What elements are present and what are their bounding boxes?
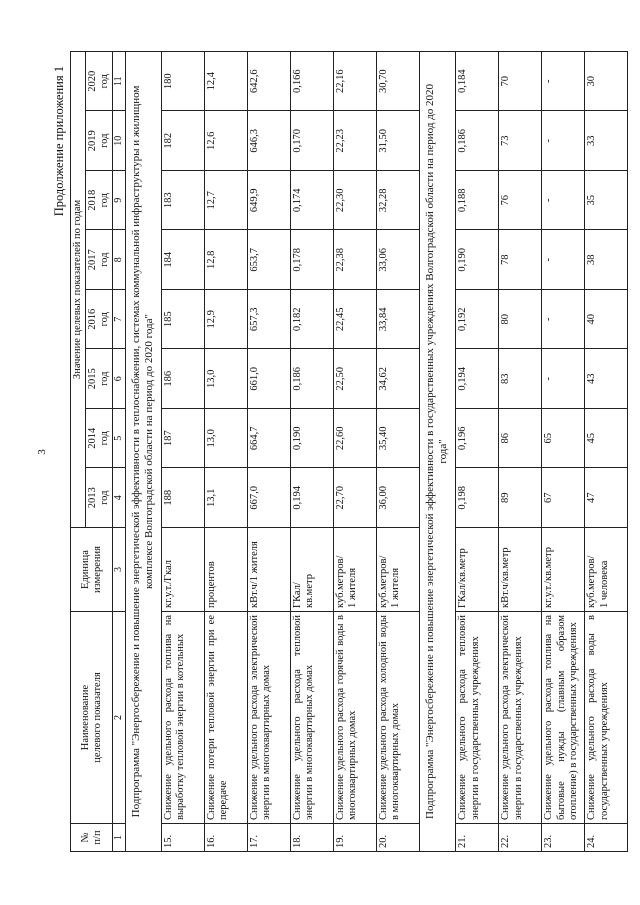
column-index: 3 xyxy=(113,528,126,612)
value-cell: 22,50 xyxy=(334,349,377,409)
value-cell: 0,198 xyxy=(456,468,499,528)
header-year: 2016 год xyxy=(86,290,113,350)
value-cell: 40 xyxy=(585,290,628,350)
header-year: 2019 год xyxy=(86,111,113,171)
column-index: 5 xyxy=(113,409,126,469)
value-cell: 646,3 xyxy=(248,111,291,171)
value-cell: - xyxy=(542,290,585,350)
value-cell: 43 xyxy=(585,349,628,409)
value-cell: 12,6 xyxy=(205,111,248,171)
table-row xyxy=(291,51,334,851)
page-number: 3 xyxy=(36,449,48,455)
table-row xyxy=(542,51,585,851)
table-row xyxy=(334,51,377,851)
value-cell: 33 xyxy=(585,111,628,171)
value-cell: 89 xyxy=(499,468,542,528)
row-number: 18. xyxy=(291,824,334,852)
row-number: 19. xyxy=(334,824,377,852)
column-index: 10 xyxy=(113,111,126,171)
value-cell: 657,3 xyxy=(248,290,291,350)
value-cell: 47 xyxy=(585,468,628,528)
value-cell: 0,190 xyxy=(456,230,499,290)
value-cell: 12,4 xyxy=(205,51,248,111)
value-cell: 35 xyxy=(585,171,628,231)
value-cell: 185 xyxy=(162,290,205,350)
header-unit: Единица измерения xyxy=(71,528,113,612)
subprogram-row xyxy=(420,51,456,851)
unit-cell: кг.у.т./Гкал xyxy=(162,528,205,612)
value-cell: 0,170 xyxy=(291,111,334,171)
unit-cell: куб.метров/ 1 человека xyxy=(585,528,628,612)
row-number: 21. xyxy=(456,824,499,852)
unit-cell: кВт.ч/1 жителя xyxy=(248,528,291,612)
column-index-row xyxy=(113,51,126,851)
value-cell: 65 xyxy=(542,409,585,469)
value-cell: 649,9 xyxy=(248,171,291,231)
value-cell: - xyxy=(542,230,585,290)
unit-cell: куб.метров/ 1 жителя xyxy=(377,528,420,612)
indicator-name: Снижение потери тепловой энергии при ее передаче xyxy=(205,612,248,824)
value-cell: 22,23 xyxy=(334,111,377,171)
indicator-name: Снижение удельного расхода топлива на бытовые нужды (главным образом отопление) в государственных учреждениях xyxy=(542,612,585,824)
indicator-name: Снижение удельного расхода топлива на выработку тепловой энергии в котельных xyxy=(162,612,205,824)
value-cell: 0,178 xyxy=(291,230,334,290)
value-cell: 12,9 xyxy=(205,290,248,350)
value-cell: 38 xyxy=(585,230,628,290)
table-body xyxy=(113,51,628,851)
value-cell: 73 xyxy=(499,111,542,171)
value-cell: 13,0 xyxy=(205,409,248,469)
value-cell: 76 xyxy=(499,171,542,231)
value-cell: 0,196 xyxy=(456,409,499,469)
value-cell: - xyxy=(542,111,585,171)
value-cell: 182 xyxy=(162,111,205,171)
value-cell: 0,186 xyxy=(291,349,334,409)
value-cell: 12,7 xyxy=(205,171,248,231)
subprogram-title: Подпрограмма "Энергосбережение и повышение энергетической эффективности в государственных учреждениях Волгоградской области на период до 2020 года" xyxy=(420,51,456,851)
value-cell: 0,194 xyxy=(456,349,499,409)
column-index: 1 xyxy=(113,824,126,852)
column-index: 2 xyxy=(113,612,126,824)
value-cell: 33,84 xyxy=(377,290,420,350)
value-cell: 187 xyxy=(162,409,205,469)
indicator-name: Снижение удельного расхода тепловой энергии в многоквартирных домах xyxy=(291,612,334,824)
table-row xyxy=(248,51,291,851)
table-row xyxy=(205,51,248,851)
table-row xyxy=(499,51,542,851)
indicator-name: Снижение удельного расхода воды в государственных учреждениях xyxy=(585,612,628,824)
header-name: Наименование целевого показателя xyxy=(71,612,113,824)
row-number: 23. xyxy=(542,824,585,852)
value-cell: 0,182 xyxy=(291,290,334,350)
value-cell: 13,0 xyxy=(205,349,248,409)
column-index: 11 xyxy=(113,51,126,111)
value-cell: 12,8 xyxy=(205,230,248,290)
table-row xyxy=(162,51,205,851)
header-year: 2020 год xyxy=(86,51,113,111)
value-cell: 78 xyxy=(499,230,542,290)
value-cell: 31,50 xyxy=(377,111,420,171)
value-cell: 0,194 xyxy=(291,468,334,528)
value-cell: 35,40 xyxy=(377,409,420,469)
rotated-table-sheet xyxy=(50,42,610,862)
value-cell: 184 xyxy=(162,230,205,290)
value-cell: 667,0 xyxy=(248,468,291,528)
row-number: 22. xyxy=(499,824,542,852)
row-number: 24. xyxy=(585,824,628,852)
value-cell: 186 xyxy=(162,349,205,409)
value-cell: 0,188 xyxy=(456,171,499,231)
value-cell: 86 xyxy=(499,409,542,469)
value-cell: - xyxy=(542,349,585,409)
value-cell: 22,16 xyxy=(334,51,377,111)
column-index: 6 xyxy=(113,349,126,409)
value-cell: 0,184 xyxy=(456,51,499,111)
value-cell: 45 xyxy=(585,409,628,469)
value-cell: 0,166 xyxy=(291,51,334,111)
column-index: 9 xyxy=(113,171,126,231)
row-number: 16. xyxy=(205,824,248,852)
header-year: 2014 год xyxy=(86,409,113,469)
header-year: 2017 год xyxy=(86,230,113,290)
value-cell: 664,7 xyxy=(248,409,291,469)
value-cell: - xyxy=(542,51,585,111)
unit-cell: ГКал/кв.метр xyxy=(456,528,499,612)
column-index: 4 xyxy=(113,468,126,528)
header-year: 2015 год xyxy=(86,349,113,409)
indicator-name: Снижение удельного расхода горячей воды в многоквартирных домах xyxy=(334,612,377,824)
value-cell: 83 xyxy=(499,349,542,409)
indicators-table xyxy=(70,51,628,852)
table-row xyxy=(585,51,628,851)
value-cell: 32,28 xyxy=(377,171,420,231)
value-cell: 70 xyxy=(499,51,542,111)
value-cell: 188 xyxy=(162,468,205,528)
value-cell: 67 xyxy=(542,468,585,528)
unit-cell: кВт.ч/кв.метр xyxy=(499,528,542,612)
header-num: № п/п xyxy=(71,824,113,852)
subprogram-title: Подпрограмма "Энергосбережение и повышение энергетической эффективности в теплоснабжении, системах коммунальной инфраструктуры и жилищном комплексе Волгоградской области на период до 2020 года" xyxy=(125,51,161,851)
row-number: 17. xyxy=(248,824,291,852)
header-values-group: Значение целевых показателей по годам xyxy=(71,51,86,527)
unit-cell: куб.метров/ 1 жителя xyxy=(334,528,377,612)
indicator-name: Снижение удельного расхода электрической энергии в государственных учреждениях xyxy=(499,612,542,824)
row-number: 15. xyxy=(162,824,205,852)
value-cell: 180 xyxy=(162,51,205,111)
value-cell: 0,186 xyxy=(456,111,499,171)
value-cell: 34,62 xyxy=(377,349,420,409)
value-cell: 30 xyxy=(585,51,628,111)
value-cell: 0,190 xyxy=(291,409,334,469)
value-cell: 13,1 xyxy=(205,468,248,528)
value-cell: 653,7 xyxy=(248,230,291,290)
indicator-name: Снижение удельного расхода холодной воды в многоквартирных домах xyxy=(377,612,420,824)
value-cell: 642,6 xyxy=(248,51,291,111)
table-row xyxy=(377,51,420,851)
header-year: 2013 год xyxy=(86,468,113,528)
value-cell: 22,38 xyxy=(334,230,377,290)
value-cell: 22,70 xyxy=(334,468,377,528)
value-cell: 22,45 xyxy=(334,290,377,350)
header-row-1 xyxy=(71,51,86,851)
value-cell: 0,192 xyxy=(456,290,499,350)
value-cell: 22,60 xyxy=(334,409,377,469)
column-index: 8 xyxy=(113,230,126,290)
column-index: 7 xyxy=(113,290,126,350)
row-number: 20. xyxy=(377,824,420,852)
value-cell: 36,00 xyxy=(377,468,420,528)
unit-cell: процентов xyxy=(205,528,248,612)
value-cell: 33,06 xyxy=(377,230,420,290)
indicator-name: Снижение удельного расхода электрической энергии в многоквартирных домах xyxy=(248,612,291,824)
value-cell: 30,70 xyxy=(377,51,420,111)
subprogram-row xyxy=(125,51,161,851)
continuation-label: Продолжение приложения 1 xyxy=(52,66,66,217)
value-cell: - xyxy=(542,171,585,231)
unit-cell: ГКал/ кв.метр xyxy=(291,528,334,612)
value-cell: 80 xyxy=(499,290,542,350)
indicator-name: Снижение удельного расхода тепловой энергии в государственных учреждениях xyxy=(456,612,499,824)
value-cell: 22,30 xyxy=(334,171,377,231)
value-cell: 0,174 xyxy=(291,171,334,231)
header-year: 2018 год xyxy=(86,171,113,231)
value-cell: 183 xyxy=(162,171,205,231)
table-row xyxy=(456,51,499,851)
unit-cell: кг.у.т./кв.метр xyxy=(542,528,585,612)
value-cell: 661,0 xyxy=(248,349,291,409)
